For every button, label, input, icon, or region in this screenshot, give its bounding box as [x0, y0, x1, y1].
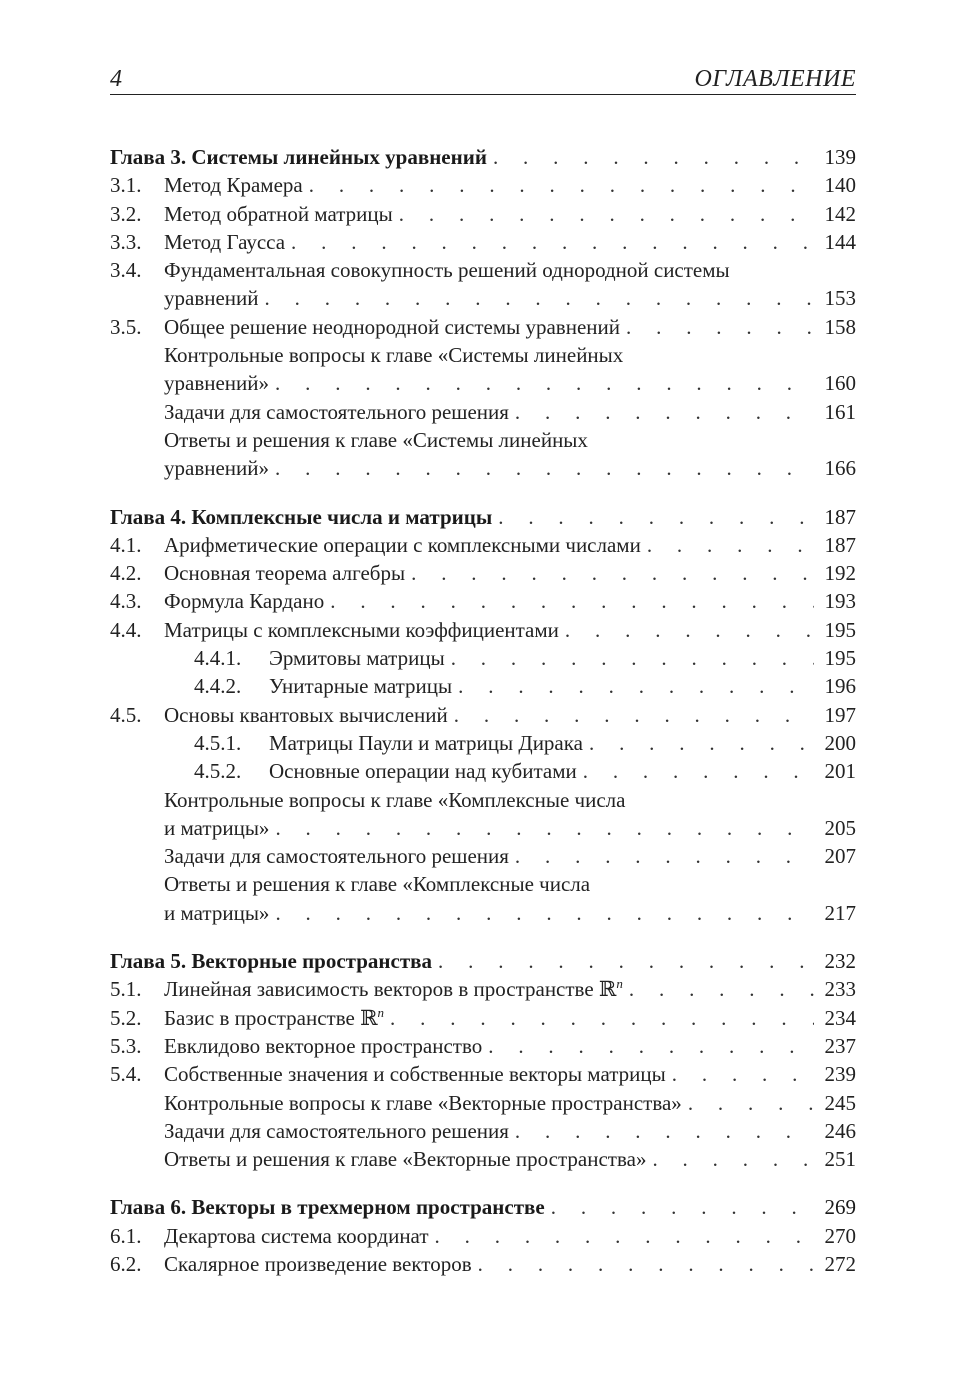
- toc-entry[interactable]: [110, 842, 856, 870]
- leader-dots: [626, 313, 814, 341]
- chapter-5: [110, 947, 856, 1173]
- section-title: Метод Гаусса: [164, 229, 286, 254]
- section-title: Арифметические операции с комплексными числами: [164, 532, 641, 557]
- page-ref: 269: [824, 1195, 856, 1220]
- subsection-number: 4.4.2.: [194, 674, 242, 699]
- page-ref: 192: [824, 561, 856, 586]
- section-title: Ответы и решения к главе «Комплексные числа: [164, 872, 591, 897]
- superscript: n: [616, 976, 623, 992]
- page-ref: 237: [824, 1033, 856, 1058]
- toc-entry-line1[interactable]: [110, 786, 856, 814]
- page-ref: 197: [824, 702, 856, 727]
- toc-entry[interactable]: [110, 616, 856, 644]
- superscript: n: [377, 1004, 385, 1020]
- chapter-6: [110, 1193, 856, 1278]
- page-ref: 245: [824, 1090, 856, 1115]
- page-ref: 232: [824, 949, 856, 974]
- page-ref: 201: [824, 759, 856, 784]
- toc-entry-line2[interactable]: [110, 369, 856, 397]
- toc-entry[interactable]: [110, 1004, 856, 1032]
- page-ref: 270: [824, 1223, 856, 1248]
- toc-entry-line2[interactable]: [110, 284, 856, 312]
- toc-page: [110, 62, 856, 1298]
- chapter-heading[interactable]: [110, 143, 856, 171]
- leader-dots: [390, 1004, 814, 1032]
- section-title: Ответы и решения к главе «Векторные пространства»: [164, 1147, 647, 1172]
- leader-dots: [275, 899, 814, 927]
- section-title: Скалярное произведение векторов: [164, 1251, 472, 1276]
- toc-subentry[interactable]: [110, 757, 856, 785]
- page-ref: 246: [824, 1118, 856, 1143]
- section-title: Задачи для самостоятельного решения: [164, 1118, 509, 1143]
- section-title: Основы квантовых вычислений: [164, 702, 448, 727]
- section-number: 4.5.: [110, 702, 142, 727]
- leader-dots: [411, 559, 814, 587]
- toc-entry-line1[interactable]: [110, 256, 856, 284]
- page-ref: 142: [824, 201, 856, 226]
- page-ref: 139: [824, 145, 856, 169]
- section-number: 5.3.: [110, 1033, 142, 1058]
- toc-entry[interactable]: [110, 1089, 856, 1117]
- page-ref: 207: [824, 844, 856, 869]
- toc-entry[interactable]: [110, 1250, 856, 1278]
- section-title-cont: и матрицы»: [164, 815, 270, 840]
- section-title: Декартова система координат: [164, 1223, 429, 1248]
- toc-entry[interactable]: [110, 587, 856, 615]
- leader-dots: [438, 947, 814, 975]
- page-ref: 140: [824, 173, 856, 198]
- leader-dots: [672, 1060, 814, 1088]
- section-title: Метод Крамера: [164, 173, 303, 198]
- page-ref: 187: [824, 532, 856, 557]
- toc-entry[interactable]: [110, 200, 856, 228]
- page-ref: 205: [824, 815, 856, 840]
- page-ref: 187: [824, 504, 856, 529]
- subsection-title: Унитарные матрицы: [269, 674, 453, 699]
- chapter-3: [110, 143, 856, 483]
- section-number: 4.3.: [110, 589, 142, 614]
- leader-dots: [275, 814, 814, 842]
- page-ref: 217: [824, 900, 856, 925]
- section-title: Евклидово векторное пространство: [164, 1033, 483, 1058]
- leader-dots: [330, 587, 814, 615]
- toc-entry-line1[interactable]: [110, 341, 856, 369]
- chapter-title: Глава 3. Системы линейных уравнений: [110, 145, 487, 169]
- section-number: 4.2.: [110, 561, 142, 586]
- leader-dots: [458, 672, 814, 700]
- section-title: Задачи для самостоятельного решения: [164, 844, 509, 869]
- section-number: 4.4.: [110, 617, 142, 642]
- leader-dots: [647, 531, 814, 559]
- page-number: 4: [110, 66, 122, 92]
- page-ref: 234: [824, 1005, 856, 1030]
- section-title: Собственные значения и собственные векторы матрицы: [164, 1062, 666, 1087]
- section-title-cont: уравнений: [164, 286, 259, 311]
- section-number: 3.4.: [110, 258, 142, 283]
- page-header: [110, 62, 856, 95]
- section-title: Линейная зависимость векторов в пространстве ℝ$^n$: [164, 976, 623, 1002]
- section-title: Метод обратной матрицы: [164, 201, 393, 226]
- page-ref: 239: [824, 1062, 856, 1087]
- section-number: 5.1.: [110, 977, 142, 1002]
- toc-subentry[interactable]: [110, 672, 856, 700]
- leader-dots: [451, 644, 814, 672]
- section-title: Общее решение неоднородной системы уравнений: [164, 314, 620, 339]
- toc-entry[interactable]: [110, 1060, 856, 1088]
- toc-entry[interactable]: [110, 228, 856, 256]
- chapter-title: Глава 6. Векторы в трехмерном пространстве: [110, 1195, 545, 1220]
- toc-entry[interactable]: [110, 559, 856, 587]
- section-number: 6.2.: [110, 1251, 142, 1276]
- leader-dots: [275, 454, 814, 482]
- page-ref: 195: [824, 646, 856, 671]
- section-title-cont: и матрицы»: [164, 900, 270, 925]
- page-ref: 153: [824, 286, 856, 311]
- section-title-cont: уравнений»: [164, 456, 270, 481]
- section-title: Фундаментальная совокупность решений однородной системы: [164, 258, 730, 283]
- section-number: 5.2.: [110, 1005, 142, 1030]
- section-number: 3.1.: [110, 173, 142, 198]
- section-number: 4.1.: [110, 532, 142, 557]
- leader-dots: [275, 369, 814, 397]
- toc-entry[interactable]: [110, 975, 856, 1003]
- subsection-title: Эрмитовы матрицы: [269, 646, 445, 671]
- toc-entry-line1[interactable]: [110, 870, 856, 898]
- toc-entry-line1[interactable]: [110, 426, 856, 454]
- section-title: Базис в пространстве ℝ$^n$: [164, 1004, 385, 1030]
- section-title: Контрольные вопросы к главе «Системы линейных: [164, 343, 624, 368]
- leader-dots: [498, 503, 814, 531]
- page-ref: 251: [824, 1147, 856, 1172]
- leader-dots: [515, 1117, 814, 1145]
- leader-dots: [309, 171, 814, 199]
- subsection-number: 4.5.1.: [194, 730, 242, 755]
- leader-dots: [454, 701, 814, 729]
- toc-entry[interactable]: [110, 171, 856, 199]
- page-ref: 196: [824, 674, 856, 699]
- chapter-4: [110, 503, 856, 927]
- section-title: Формула Кардано: [164, 589, 325, 614]
- toc-entry[interactable]: [110, 1145, 856, 1173]
- page-ref: 193: [824, 589, 856, 614]
- section-number: 3.3.: [110, 229, 142, 254]
- section-title: Задачи для самостоятельного решения: [164, 399, 509, 424]
- toc-entry[interactable]: [110, 1222, 856, 1250]
- chapter-title: Глава 4. Комплексные числа и матрицы: [110, 504, 493, 529]
- leader-dots: [515, 842, 814, 870]
- toc-subentry[interactable]: [110, 729, 856, 757]
- page-ref: 272: [824, 1251, 856, 1276]
- section-title: Контрольные вопросы к главе «Векторные пространства»: [164, 1090, 682, 1115]
- table-of-contents: [110, 143, 856, 1278]
- page-ref: 166: [824, 456, 856, 481]
- leader-dots: [652, 1145, 814, 1173]
- leader-dots: [629, 975, 814, 1003]
- page-ref: 195: [824, 617, 856, 642]
- chapter-heading[interactable]: [110, 503, 856, 531]
- page-ref: 161: [824, 399, 856, 424]
- page-ref: 233: [824, 977, 856, 1002]
- leader-dots: [488, 1032, 814, 1060]
- leader-dots: [583, 757, 814, 785]
- leader-dots: [551, 1193, 814, 1221]
- subsection-number: 4.5.2.: [194, 759, 242, 784]
- leader-dots: [565, 616, 814, 644]
- section-number: 3.2.: [110, 201, 142, 226]
- section-title-cont: уравнений»: [164, 371, 270, 396]
- chapter-title: Глава 5. Векторные пространства: [110, 949, 433, 974]
- section-title: Основная теорема алгебры: [164, 561, 406, 586]
- toc-entry[interactable]: [110, 701, 856, 729]
- toc-entry-line2[interactable]: [110, 454, 856, 482]
- leader-dots: [515, 398, 814, 426]
- toc-entry[interactable]: [110, 398, 856, 426]
- subsection-number: 4.4.1.: [194, 646, 242, 671]
- leader-dots: [399, 200, 814, 228]
- subsection-title: Матрицы Паули и матрицы Дирака: [269, 730, 583, 755]
- section-number: 6.1.: [110, 1223, 142, 1248]
- leader-dots: [478, 1250, 814, 1278]
- page-ref: 158: [824, 314, 856, 339]
- section-title: Матрицы с комплексными коэффициентами: [164, 617, 559, 642]
- toc-entry-line2[interactable]: [110, 899, 856, 927]
- leader-dots: [493, 143, 814, 171]
- toc-entry[interactable]: [110, 1117, 856, 1145]
- section-title: Ответы и решения к главе «Системы линейных: [164, 427, 588, 452]
- chapter-heading[interactable]: [110, 1193, 856, 1221]
- toc-entry[interactable]: [110, 531, 856, 559]
- page-ref: 144: [824, 229, 856, 254]
- toc-entry[interactable]: [110, 313, 856, 341]
- leader-dots: [435, 1222, 814, 1250]
- section-number: 3.5.: [110, 314, 142, 339]
- toc-subentry[interactable]: [110, 644, 856, 672]
- section-number: 5.4.: [110, 1062, 142, 1087]
- running-title: ОГЛАВЛЕНИЕ: [694, 66, 856, 92]
- page-ref: 160: [824, 371, 856, 396]
- leader-dots: [291, 228, 814, 256]
- subsection-title: Основные операции над кубитами: [269, 759, 577, 784]
- toc-entry-line2[interactable]: [110, 814, 856, 842]
- toc-entry[interactable]: [110, 1032, 856, 1060]
- leader-dots: [589, 729, 814, 757]
- page-ref: 200: [824, 730, 856, 755]
- section-title: Контрольные вопросы к главе «Комплексные числа: [164, 787, 626, 812]
- leader-dots: [265, 284, 814, 312]
- leader-dots: [688, 1089, 814, 1117]
- chapter-heading[interactable]: [110, 947, 856, 975]
